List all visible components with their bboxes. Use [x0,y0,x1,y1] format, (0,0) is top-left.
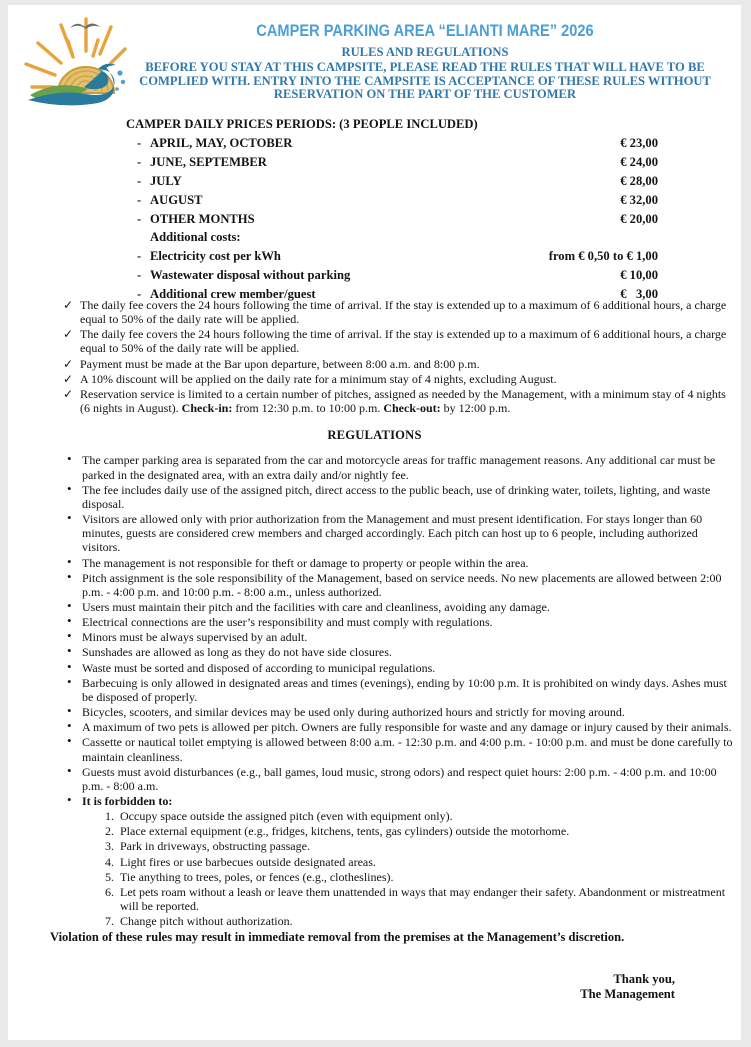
dash-bullet: - [137,267,142,282]
regulation-item: • Pitch assignment is the sole responsibility of the Management, based on service needs. No new placements are allowed between 2:00 p.m. - 4:00 p.m. and 10:00 p.m. - 8:00 a.m., unless authorized. [66,571,736,599]
forbidden-item-group [66,794,736,928]
document-page [8,5,741,1040]
closing-management: The Management [580,987,675,1002]
note-item-reservation [63,387,737,415]
price-row [136,156,658,170]
document-header [112,21,738,102]
regulation-item: • The camper parking area is separated from the car and motorcycle areas for traffic management reasons. Any additional car must be parked in the designated area, with an extra daily and/or nightly fee. [66,453,736,481]
checkout-label: Check-out: [383,401,441,416]
header-notice: BEFORE YOU STAY AT THIS CAMPSITE, PLEASE READ THE RULES THAT WILL HAVE TO BE COMPLIED WITH. ENTRY INTO THE CAMPSITE IS ACCEPTANCE OF THESE RULES WITHOUT RESERVATION ON THE PART OF THE CUSTOMER [139,60,711,102]
checkin-hours: from 12:30 p.m. to 10:00 p.m. [232,401,384,416]
price-period-label: OTHER MONTHS [150,211,255,226]
price-row [136,137,658,151]
regulation-item: • Users must maintain their pitch and the facilities with care and cleanliness, avoiding any damage. [66,600,736,614]
price-row [136,269,658,283]
price-period-label: AUGUST [150,192,203,207]
forbidden-list [96,809,736,928]
regulation-item: • Guests must avoid disturbances (e.g., ball games, loud music, strong odors) and respect quiet hours: 2:00 p.m. - 4:00 p.m. and 10:00 p.m. - 8:00 a.m. [66,765,736,793]
regulation-item: • Minors must be always supervised by an adult. [66,630,736,644]
forbidden-section [66,794,736,928]
regulations-list [66,453,736,793]
price-value: from € 0,50 to € 1,00 [548,248,658,263]
price-row [136,194,658,208]
forbidden-label: It is forbidden to: [82,794,173,808]
price-value: € 32,00 [620,192,658,207]
dash-bullet: - [137,173,142,188]
additional-cost-label: Additional crew member/guest [150,286,316,301]
price-row [136,175,658,189]
dash-bullet: - [137,136,142,150]
checkin-label: Check-in: [181,401,233,416]
forbidden-item: 6. Let pets roam without a leash or leave them unattended in ways that may endanger their safety. Abandonment or mistreatment will be reported. [117,885,736,913]
price-row [136,250,658,264]
price-value: € 3,00 [620,286,658,301]
regulations-heading: REGULATIONS [327,428,422,443]
price-value: € 23,00 [620,136,658,150]
campsite-logo [14,7,128,109]
violation-notice: Violation of these rules may result in immediate removal from the premises at the Management’s discretion. [50,930,625,945]
price-value: € 24,00 [620,154,658,169]
additional-cost-list [126,250,658,301]
price-value: € 20,00 [620,211,658,226]
price-period-label: APRIL, MAY, OCTOBER [150,136,293,150]
checkout-hours: by 12:00 p.m. [440,401,511,416]
document-body [8,298,741,1003]
price-row [136,213,658,227]
forbidden-item: 3. Park in driveways, obstructing passage. [117,839,736,853]
regulation-item: • Visitors are allowed only with prior authorization from the Management and must present identification. For stays longer than 60 minutes, guests are considered crew members and charged accordingly. Each pitch can host up to 6 people, including authorized visitors. [66,512,736,554]
forbidden-item: 4. Light fires or use barbecues outside designated areas. [117,855,736,869]
regulation-item: • Sunshades are allowed as long as they do not have side closures. [66,645,736,659]
price-value: € 10,00 [620,267,658,282]
dash-bullet: - [137,248,142,263]
price-value: € 28,00 [620,173,658,188]
page-subtitle: RULES AND REGULATIONS [341,45,509,59]
forbidden-item: 1. Occupy space outside the assigned pitch (even with equipment only). [117,809,736,823]
dash-bullet: - [137,211,142,226]
reservation-note-text: Reservation service is limited to a certain number of pitches, assigned as needed by the Management, with a minimum stay of 4 nights (6 nights in August). [80,386,726,416]
reservation-note-list [63,387,737,415]
closing-thanks: Thank you, [613,971,675,986]
regulation-item: • Waste must be sorted and disposed of according to municipal regulations. [66,661,736,675]
regulation-item: • Electrical connections are the user’s responsibility and must comply with regulations. [66,615,736,629]
daily-price-list [126,137,658,226]
price-period-label: JUNE, SEPTEMBER [150,154,267,169]
pricing-section [126,117,658,307]
note-item: ✓ Payment must be made at the Bar upon departure, between 8:00 a.m. and 8:00 p.m. [63,357,737,371]
forbidden-item: 7. Change pitch without authorization. [117,914,736,928]
closing-signature [8,972,675,1003]
additional-cost-label: Wastewater disposal without parking [150,267,351,282]
page-title: CAMPER PARKING AREA “ELIANTI MARE” 2026 [256,21,594,40]
regulation-item: • The fee includes daily use of the assigned pitch, direct access to the public beach, use of drinking water, toilets, lighting, and waste disposal. [66,483,736,511]
regulation-item: • Barbecuing is only allowed in designated areas and times (evenings), ending by 10:00 p.m. It is prohibited on windy days. Ashes must be disposed of properly. [66,676,736,704]
pricing-heading: CAMPER DAILY PRICES PERIODS: (3 PEOPLE INCLUDED) [126,117,478,131]
note-item: ✓ A 10% discount will be applied on the daily rate for a minimum stay of 4 nights, excluding August. [63,372,737,386]
regulation-item: • Cassette or nautical toilet emptying is allowed between 8:00 a.m. - 12:30 p.m. and 4:00 p.m. - 10:00 p.m. and must be done carefully to maintain cleanliness. [66,735,736,763]
price-period-label: JULY [150,173,182,188]
regulation-item: • The management is not responsible for theft or damage to property or people within the area. [66,556,736,570]
forbidden-item: 5. Tie anything to trees, poles, or fences (e.g., clotheslines). [117,870,736,884]
regulation-item: • A maximum of two pets is allowed per pitch. Owners are fully responsible for waste and any damage or injury caused by their animals. [66,720,736,734]
general-notes-list [63,298,737,386]
additional-costs-heading: Additional costs: [150,230,241,245]
note-item: ✓ The daily fee covers the 24 hours following the time of arrival. If the stay is extended up to a maximum of 6 additional hours, a charge equal to 50% of the daily rate will be applied. [63,298,737,326]
forbidden-item: 2. Place external equipment (e.g., fridges, kitchens, tents, gas cylinders) outside the motorhome. [117,824,736,838]
dash-bullet: - [137,154,142,169]
dash-bullet: - [137,192,142,207]
regulation-item: • Bicycles, scooters, and similar devices may be used only during authorized hours and strictly for moving around. [66,705,736,719]
note-item: ✓ The daily fee covers the 24 hours following the time of arrival. If the stay is extended up to a maximum of 6 additional hours, a charge equal to 50% of the daily rate will be applied. [63,327,737,355]
dash-bullet: - [137,286,142,301]
additional-cost-label: Electricity cost per kWh [150,248,281,263]
